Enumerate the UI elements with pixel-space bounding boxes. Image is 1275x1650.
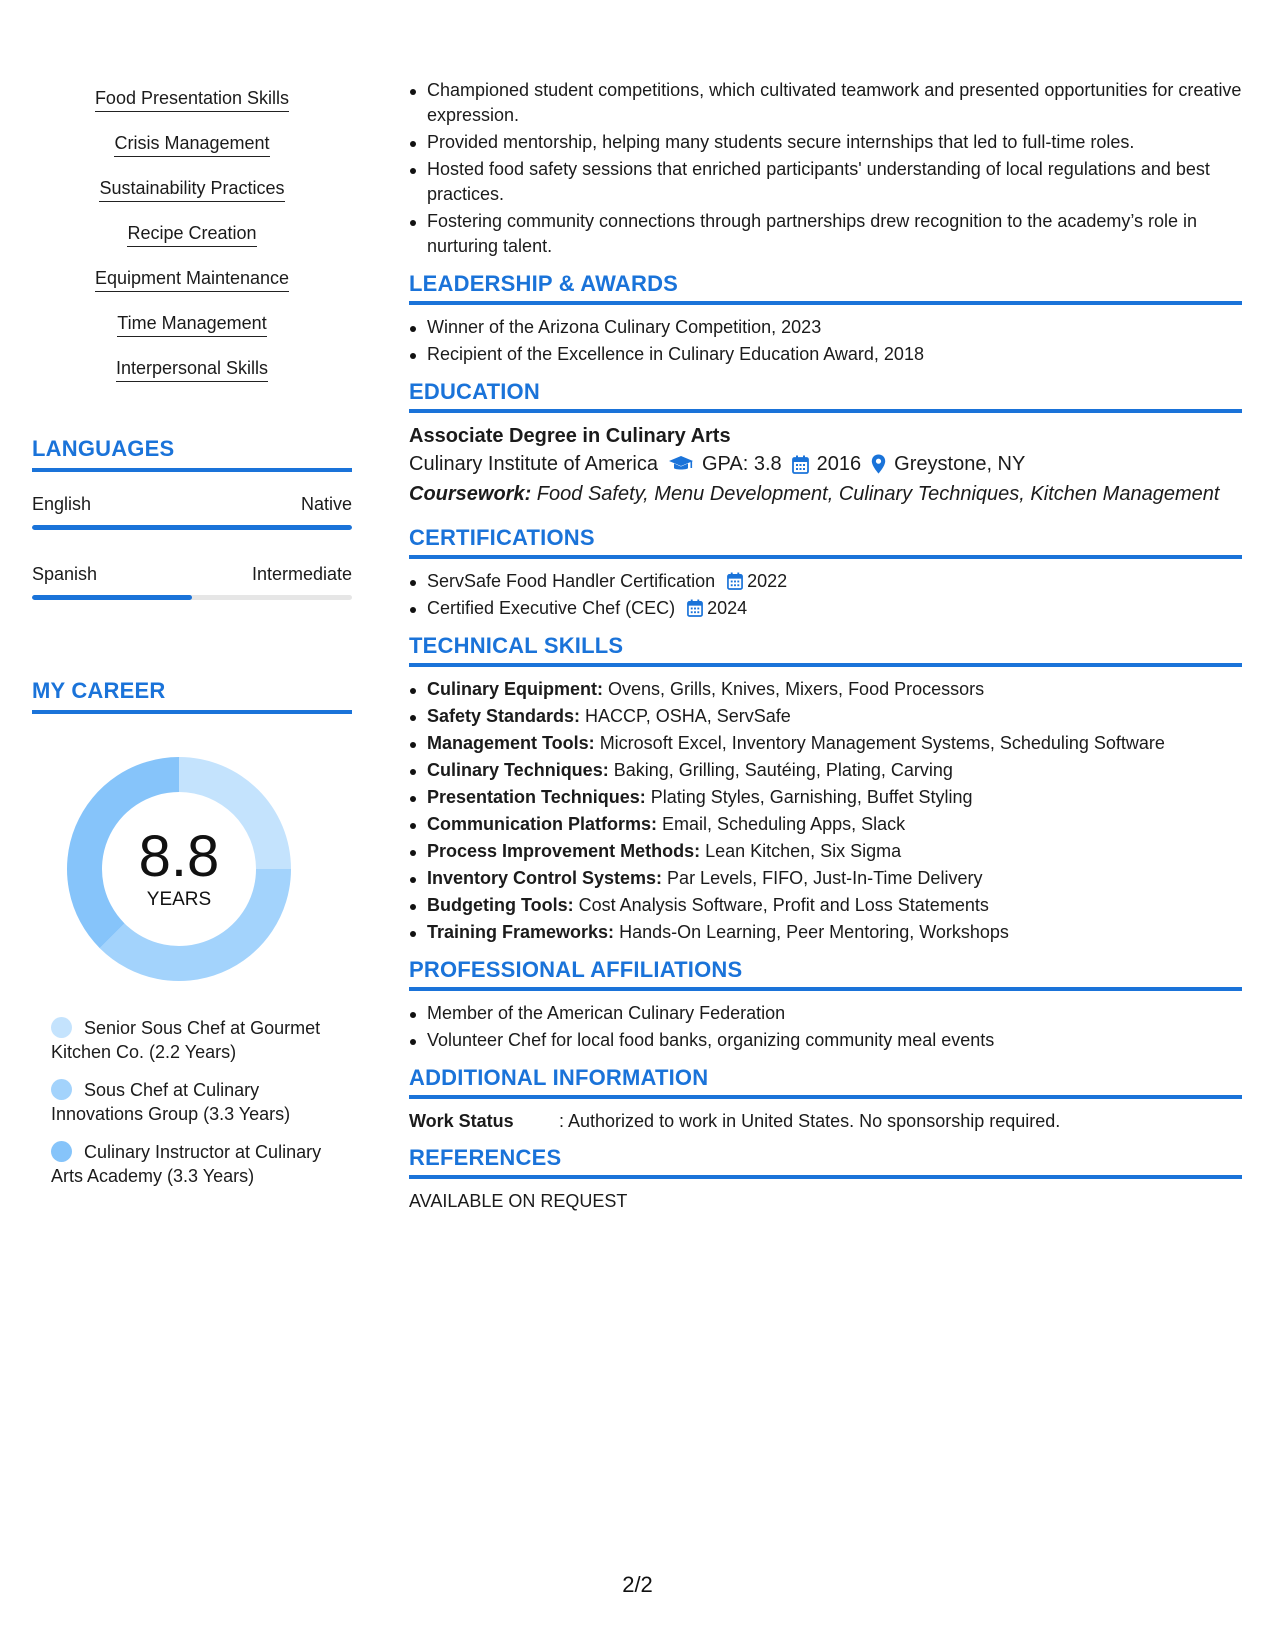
- languages-heading: LANGUAGES: [32, 436, 352, 472]
- affiliations-list: [409, 1001, 1242, 1053]
- skill-item: Sustainability Practices: [32, 176, 352, 221]
- career-total-unit: YEARS: [146, 889, 212, 910]
- additional-info-heading: ADDITIONAL INFORMATION: [409, 1065, 1242, 1099]
- career-legend-item: Senior Sous Chef at Gourmet Kitchen Co. (2.2 Years): [51, 1018, 321, 1062]
- education-year: 2016: [816, 453, 862, 475]
- page-indicator: 2/2: [622, 1572, 653, 1597]
- language-proficiency-fill: [32, 525, 352, 530]
- technical-skill-item: Training Frameworks: Hands-On Learning, Peer Mentoring, Workshops: [409, 920, 1242, 945]
- certifications-list: [409, 569, 1242, 621]
- experience-bullets: [409, 78, 1242, 259]
- education-meta: [409, 449, 1242, 479]
- affiliation-item: Member of the American Culinary Federation: [409, 1001, 1242, 1026]
- certifications-heading: CERTIFICATIONS: [409, 525, 1242, 559]
- language-spanish: [32, 563, 352, 600]
- legend-dot-icon: [51, 1017, 72, 1038]
- education-degree: Associate Degree in Culinary Arts: [409, 425, 731, 447]
- certification-item: Certified Executive Chef (CEC) 2024: [409, 596, 1242, 621]
- leadership-item: Recipient of the Excellence in Culinary Education Award, 2018: [409, 342, 1242, 367]
- language-level: Native: [300, 494, 352, 514]
- affiliation-item: Volunteer Chef for local food banks, organizing community meal events: [409, 1028, 1242, 1053]
- right-column: [409, 78, 1242, 1213]
- references-text: AVAILABLE ON REQUEST: [409, 1191, 628, 1211]
- career-total: [66, 756, 292, 982]
- education-heading: EDUCATION: [409, 379, 1242, 413]
- language-proficiency-bar: [32, 595, 352, 600]
- technical-skill-item: Process Improvement Methods: Lean Kitchen, Six Sigma: [409, 839, 1242, 864]
- work-status: [409, 1109, 1242, 1133]
- skill-item: Crisis Management: [32, 131, 352, 176]
- leadership-item: Winner of the Arizona Culinary Competition, 2023: [409, 315, 1242, 340]
- skill-item: Recipe Creation: [32, 221, 352, 266]
- certification-item: ServSafe Food Handler Certification 2022: [409, 569, 1242, 594]
- skill-item: Food Presentation Skills: [32, 86, 352, 131]
- legend-dot-icon: [51, 1079, 72, 1100]
- career-legend-item: Sous Chef at Culinary Innovations Group (3.3 Years): [51, 1080, 291, 1124]
- career-legend-item: Culinary Instructor at Culinary Arts Academy (3.3 Years): [51, 1142, 322, 1186]
- language-proficiency-bar: [32, 525, 352, 530]
- technical-skills-list: [409, 677, 1242, 945]
- education-gpa: GPA: 3.8: [702, 453, 782, 475]
- skill-item: Interpersonal Skills: [32, 356, 352, 401]
- technical-skill-item: Communication Platforms: Email, Scheduling Apps, Slack: [409, 812, 1242, 837]
- technical-skill-item: Safety Standards: HACCP, OSHA, ServSafe: [409, 704, 1242, 729]
- experience-bullet: Championed student competitions, which cultivated teamwork and presented opportunities for creative expression.: [409, 78, 1242, 128]
- career-heading: MY CAREER: [32, 678, 352, 714]
- career-legend: [51, 1016, 336, 1202]
- language-name: English: [32, 494, 92, 514]
- experience-bullet: Hosted food safety sessions that enriched participants' understanding of local regulations and best practices.: [409, 157, 1242, 207]
- technical-skill-item: Culinary Techniques: Baking, Grilling, Sautéing, Plating, Carving: [409, 758, 1242, 783]
- skill-item: Equipment Maintenance: [32, 266, 352, 311]
- technical-skill-item: Management Tools: Microsoft Excel, Inventory Management Systems, Scheduling Software: [409, 731, 1242, 756]
- skills-list: [32, 86, 352, 401]
- calendar-icon: [687, 599, 703, 617]
- legend-dot-icon: [51, 1141, 72, 1162]
- language-level: Intermediate: [251, 564, 352, 584]
- skill-item: Time Management: [32, 311, 352, 356]
- language-english: [32, 493, 352, 530]
- technical-skill-item: Budgeting Tools: Cost Analysis Software, Profit and Loss Statements: [409, 893, 1242, 918]
- affiliations-heading: PROFESSIONAL AFFILIATIONS: [409, 957, 1242, 991]
- work-status-label: Work Status: [409, 1111, 514, 1131]
- technical-skill-item: Inventory Control Systems: Par Levels, FIFO, Just-In-Time Delivery: [409, 866, 1242, 891]
- education-location: Greystone, NY: [894, 453, 1026, 475]
- graduation-cap-icon: [668, 455, 694, 473]
- career-total-years: 8.8: [138, 824, 220, 889]
- leadership-heading: LEADERSHIP & AWARDS: [409, 271, 1242, 305]
- experience-bullet: Fostering community connections through partnerships drew recognition to the academy’s role in nurturing talent.: [409, 209, 1242, 259]
- technical-skills-heading: TECHNICAL SKILLS: [409, 633, 1242, 667]
- education-coursework: [409, 479, 1242, 509]
- calendar-icon: [792, 455, 809, 474]
- leadership-list: [409, 315, 1242, 367]
- location-pin-icon: [871, 454, 886, 474]
- coursework-list: Food Safety, Menu Development, Culinary Techniques, Kitchen Management: [531, 483, 1220, 505]
- education-school: Culinary Institute of America: [409, 453, 658, 475]
- language-name: Spanish: [32, 564, 98, 584]
- experience-bullet: Provided mentorship, helping many students secure internships that led to full-time roles.: [409, 130, 1242, 155]
- calendar-icon: [727, 572, 743, 590]
- technical-skill-item: Culinary Equipment: Ovens, Grills, Knives, Mixers, Food Processors: [409, 677, 1242, 702]
- work-status-value: : Authorized to work in United States. No sponsorship required.: [559, 1111, 1061, 1131]
- technical-skill-item: Presentation Techniques: Plating Styles, Garnishing, Buffet Styling: [409, 785, 1242, 810]
- language-proficiency-fill: [32, 595, 192, 600]
- coursework-label: Coursework:: [409, 483, 532, 505]
- references-heading: REFERENCES: [409, 1145, 1242, 1179]
